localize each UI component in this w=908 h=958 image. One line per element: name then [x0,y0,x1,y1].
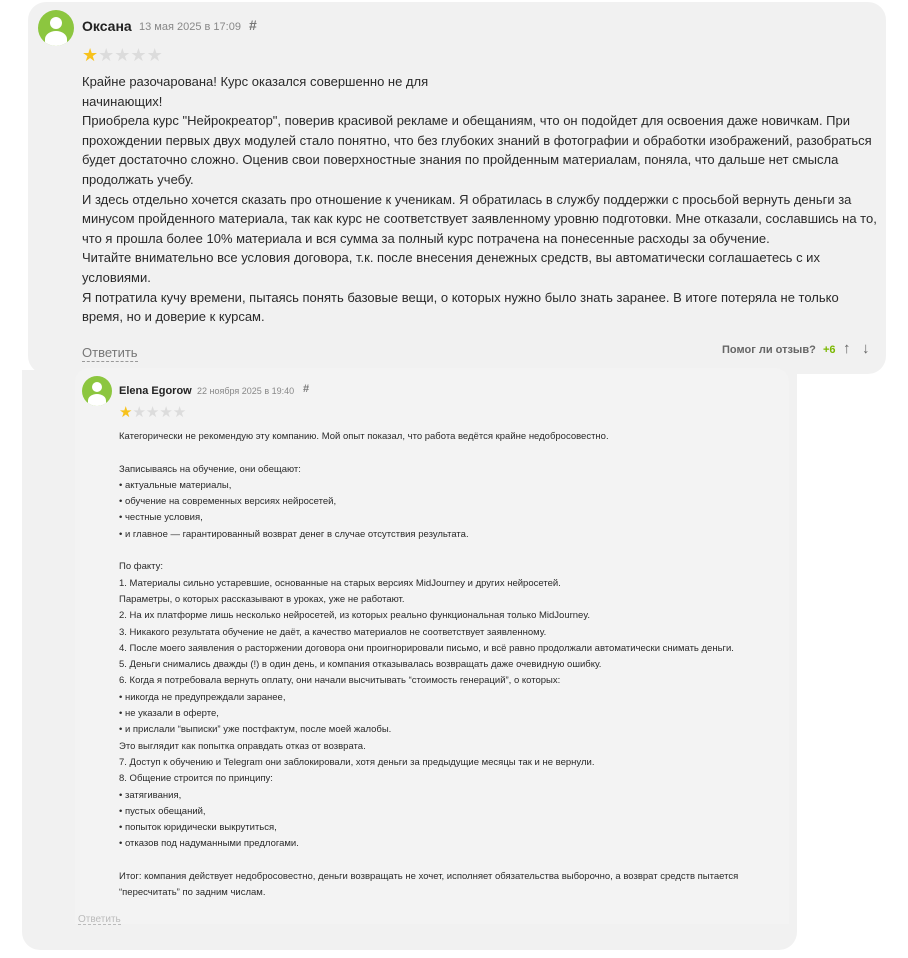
star-filled-icon: ★ [82,45,99,65]
star-empty-icon: ★ [159,404,173,421]
star-empty-icon: ★ [145,404,160,421]
review-line: Параметры, о которых рассказывают в уроках, уже не работают. [119,593,405,605]
review-line: Категорически не рекомендую эту компанию. Мой опыт показал, что работа ведётся крайне недобросовестно. [119,431,609,442]
avatar-body [88,394,106,406]
star-empty-icon: ★ [98,45,115,65]
star-empty-icon: ★ [130,45,147,65]
review-text [82,72,882,327]
review-line: Это выглядит как попытка оправдать отказ от возврата. [119,740,366,752]
review-text [119,429,787,902]
review-line: • и главное — гарантированный возврат денег в случае отсутствия результата. [119,528,469,540]
review-line: 4. После моего заявления о расторжении договора они проигнорировали письмо, и всё равно продолжали автоматически снимать деньги. [119,642,734,654]
review-line: • обучение на современных версиях нейросетей, [119,496,337,508]
review-paragraph: Читайте внимательно все условия договора, т.к. после внесения денежных средств, вы автоматически соглашаетесь с их условиями. [82,250,820,285]
review-line: 8. Общение строится по принципу: [119,773,273,785]
star-empty-icon: ★ [132,404,146,421]
review-paragraph: Приобрела курс "Нейрокреатор", поверив красивой рекламе и обещаниям, что он подойдет для освоения даже новичкам. При прохождении первых двух модулей стало понятно, что без глубоких знаний в фотографии и обработки изображений, разобраться будет достаточно сложно. Оценив свои поверхностные знания по пройденным материалам, поняла, что дальше нет смысла продолжать учебу. [82,113,872,187]
review-line: • пустых обещаний, [119,805,206,817]
review-paragraph: Крайне разочарована! Курс оказался совершенно не для [82,74,429,89]
rating-stars [82,46,163,64]
review-line: 6. Когда я потребовала вернуть оплату, они начали высчитывать “стоимость генераций”, о которых: [119,675,561,687]
avatar-head [92,382,102,392]
review-line: • затягивания, [119,789,182,801]
review-line [119,853,787,869]
review-line: • и прислали “выписки” уже постфактум, после моей жалобы. [119,724,392,736]
review-line: • никогда не предупреждали заранее, [119,691,286,703]
avatar-icon [38,10,74,46]
avatar-icon [82,376,112,406]
review-line: • честные условия, [119,512,203,524]
review-author[interactable]: Elena Egorow [119,385,192,397]
helpful-label: Помог ли отзыв? [722,344,816,356]
review-line: • актуальные материалы, [119,479,232,491]
vote-down-icon[interactable]: ↓ [862,340,870,357]
star-filled-icon: ★ [119,404,133,421]
review-date: 13 мая 2025 в 17:09 [139,21,241,33]
review-line: • не указали в оферте, [119,708,219,720]
rating-stars [119,405,186,420]
star-empty-icon: ★ [172,404,187,421]
reply-button[interactable]: Ответить [78,914,121,925]
review-date: 22 ноября 2025 в 19:40 [197,386,295,396]
review-line: Итог: компания действует недобросовестно, деньги возвращать не хочет, исполняет обязательства выборочно, а возврат средств пытается “пересчитать” по задним числам. [119,871,739,899]
review-author[interactable]: Оксана [82,18,132,34]
review-line: 7. Доступ к обучению и Telegram они заблокировали, хотя деньги за предыдущие месяцы так и не вернули. [119,756,595,768]
avatar-head [50,17,62,29]
review-line [119,445,787,461]
star-empty-icon: ★ [146,45,163,65]
star-empty-icon: ★ [114,45,131,65]
avatar-body [45,31,67,46]
review-line: • отказов под надуманными предлогами. [119,838,299,850]
vote-up-icon[interactable]: ↑ [843,340,851,357]
review-permalink[interactable]: # [303,383,310,395]
review-line: 1. Материалы сильно устаревшие, основанные на старых версиях MidJourney и других нейросетей. [119,577,561,589]
review-line: 2. На их платформе лишь несколько нейросетей, из которых реально функциональная только MidJourney. [119,610,591,622]
review-paragraph: И здесь отдельно хочется сказать про отношение к ученикам. Я обратилась в службу поддержки с просьбой вернуть деньги за минусом пройденного материала, так как курс не соответствует заявленному уровню подготовки. Мне отказали, сославшись на то, что я прошла более 10% материала и вся сумма за полный курс потрачена на понесенные расходы за обучение. [82,191,877,246]
review-line: По факту: [119,561,163,573]
review-line: 3. Никакого результата обучение не даёт, а качество материалов не соответствует заявленному. [119,626,547,638]
review-paragraph: Я потратила кучу времени, пытаясь понять базовые вещи, о которых нужно было знать заранее. В итоге потеряла не только время, но и доверие к курсам. [82,289,839,325]
helpful-score: +6 [823,344,836,356]
review-line: • попыток юридически выкрутиться, [119,822,277,834]
review-paragraph: начинающих! [82,93,163,109]
review-line [119,543,787,559]
review-permalink[interactable]: # [249,17,257,33]
review-line: Записываясь на обучение, они обещают: [119,463,301,475]
reply-button[interactable]: Ответить [82,345,138,360]
review-line: 5. Деньги снимались дважды (!) в один день, и компания отказывалась возвращать даже очевидную ошибку. [119,659,602,671]
